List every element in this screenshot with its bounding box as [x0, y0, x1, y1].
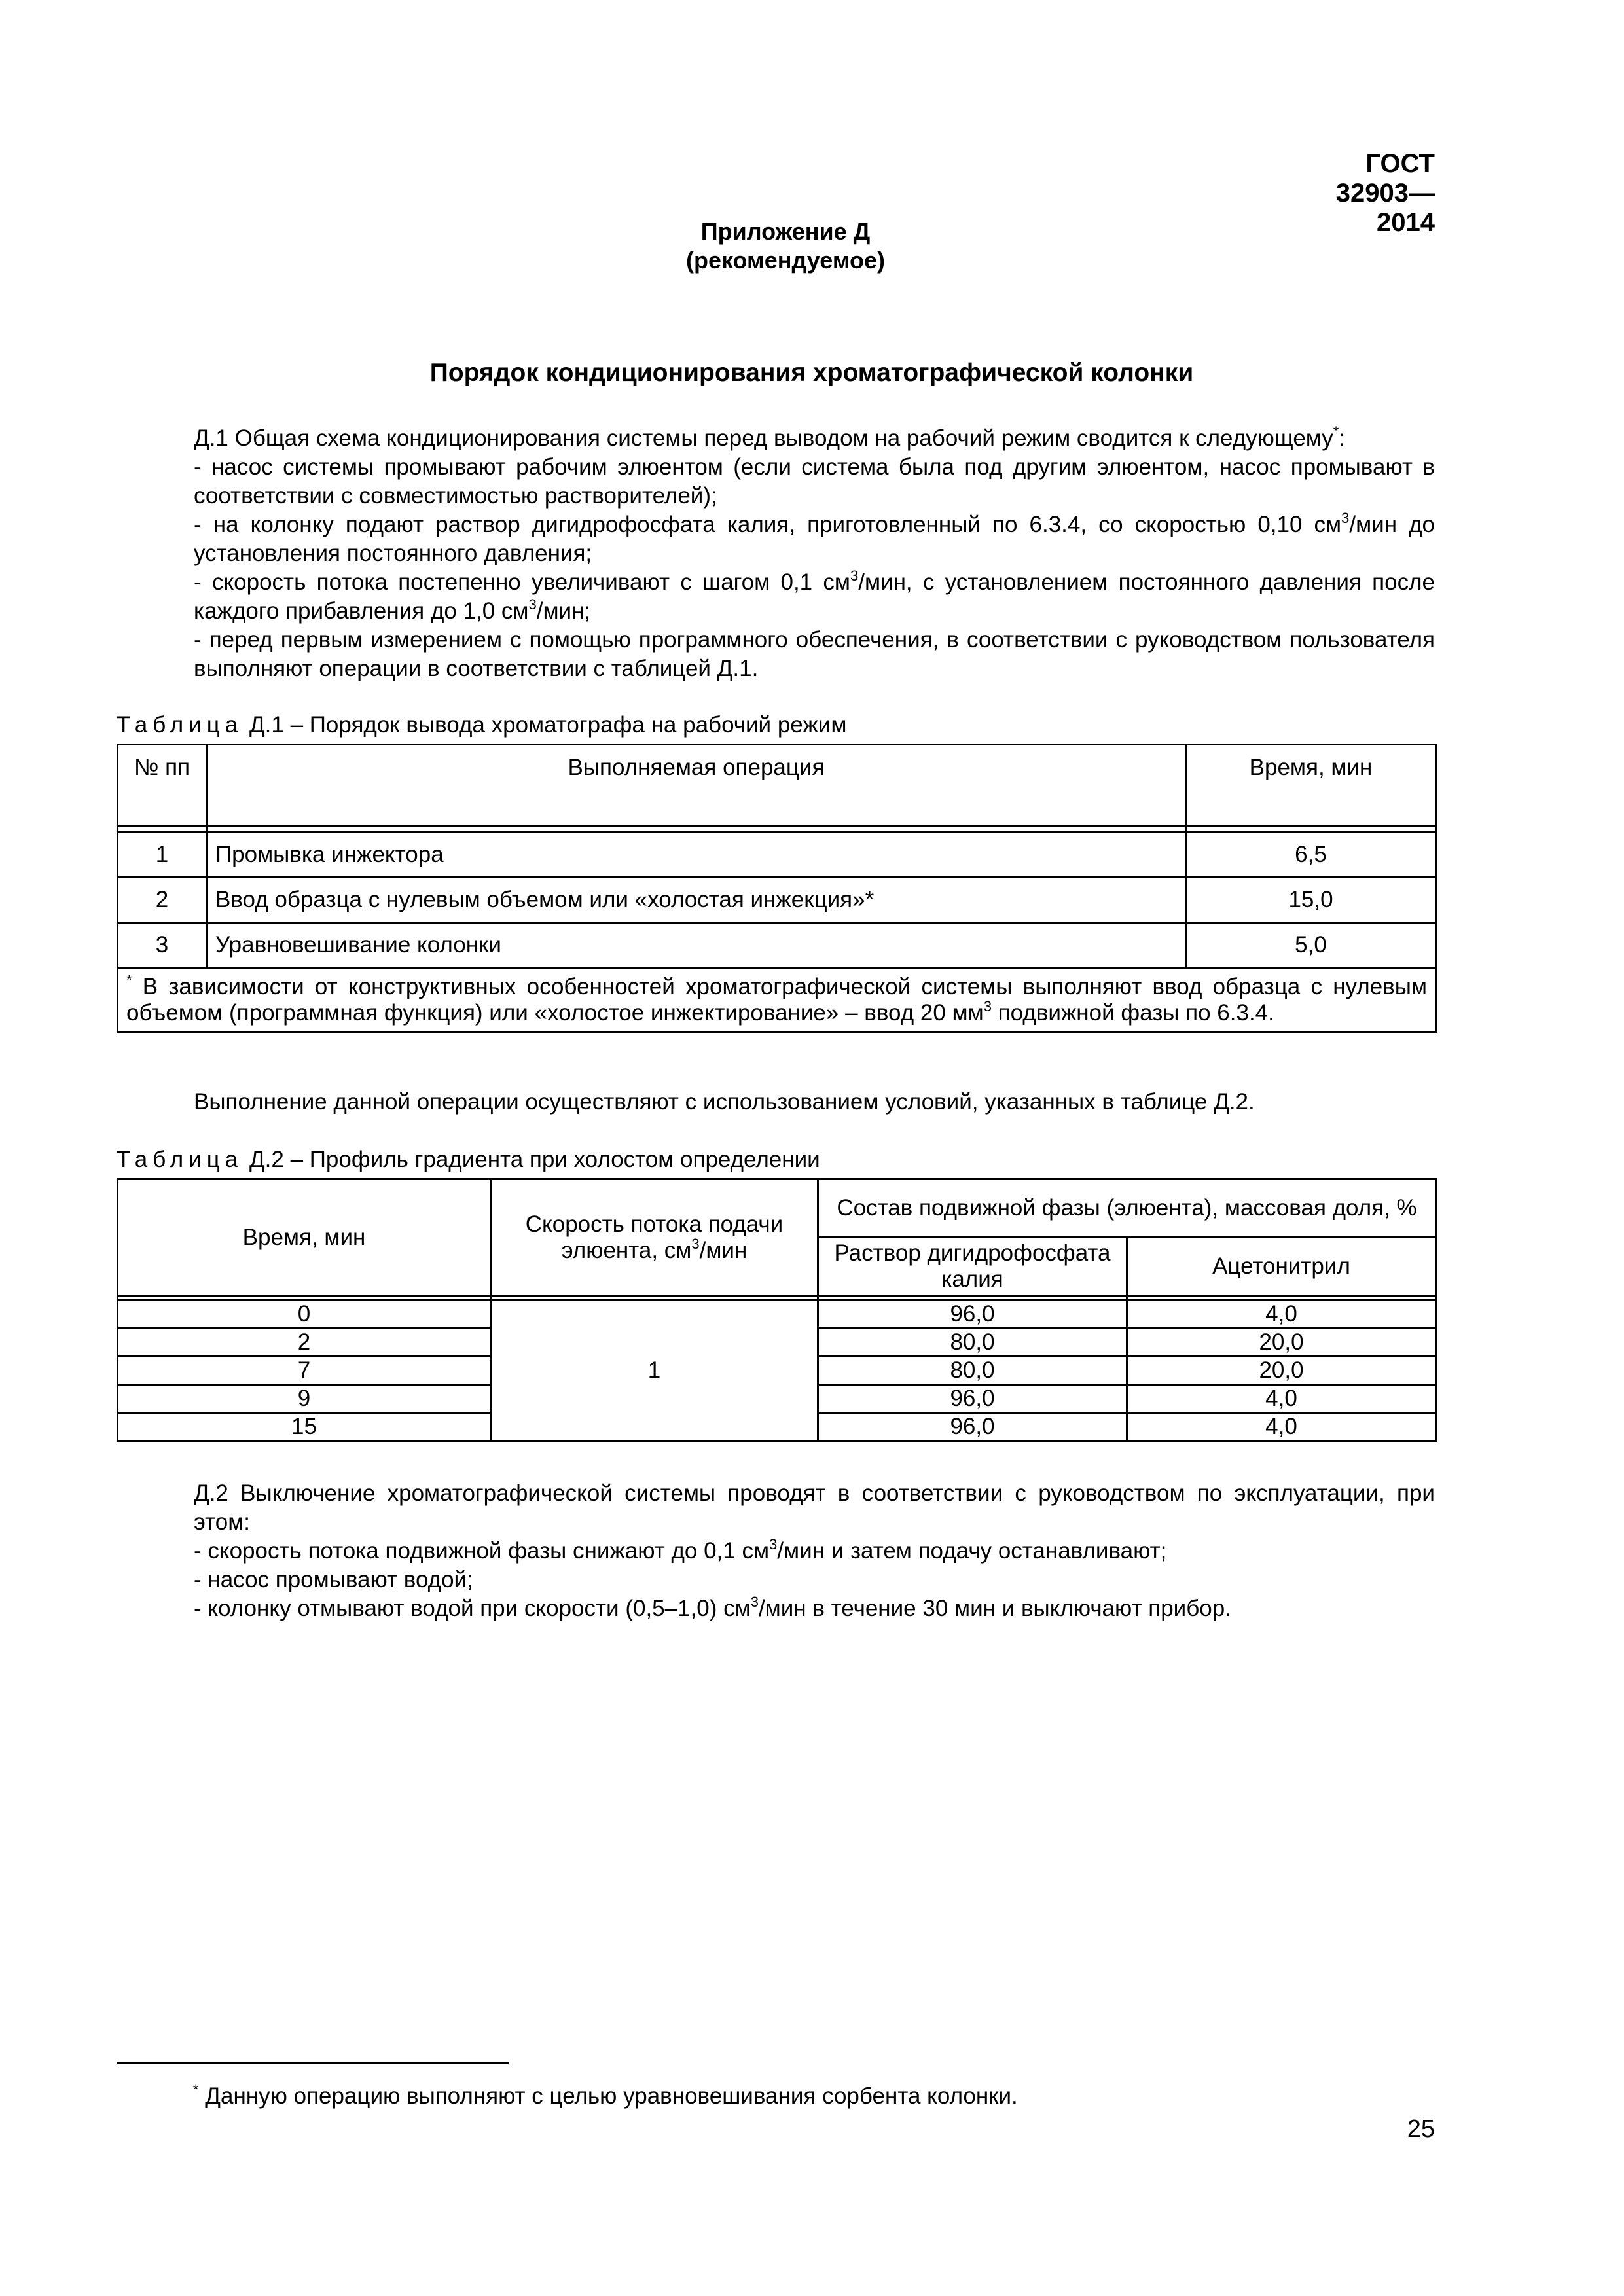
annex-status: (рекомендуемое) [686, 247, 885, 274]
annex-title: Приложение Д [700, 218, 871, 245]
cell-acetonitrile: 20,0 [1127, 1357, 1436, 1385]
cell-number: 2 [118, 878, 207, 923]
cell-time: 5,0 [1186, 923, 1436, 968]
table2-caption: Таблица Д.2 – Профиль градиента при холостом определении [117, 1147, 820, 1172]
section-title: Порядок кондиционирования хроматографической колонки [429, 359, 1194, 387]
clause-d1-item: - перед первым измерением с помощью программного обеспечения, в соответствии с руководством пользователя выполняют операции в соответствии с таблицей Д.1. [194, 627, 1435, 681]
table-row [118, 878, 1436, 923]
table-row [118, 1300, 1436, 1329]
table-header-row [118, 1179, 1436, 1237]
table1-caption: Таблица Д.1 – Порядок вывода хроматографа на рабочий режим [117, 712, 847, 738]
cell-operation: Ввод образца с нулевым объемом или «холостая инжекция»* [207, 878, 1186, 923]
footnote: * Данную операцию выполняют с целью уравновешивания сорбента колонки. [193, 2081, 1018, 2109]
standard-number: ГОСТ 32903—2014 [1335, 149, 1435, 237]
cell-time: 7 [118, 1357, 491, 1385]
clause-d2-item: - насос промывают водой; [194, 1567, 473, 1592]
cell-time: 15 [118, 1413, 491, 1441]
col-header-number: № пп [118, 745, 207, 827]
clause-d1 [117, 424, 1435, 683]
cell-acetonitrile: 4,0 [1127, 1413, 1436, 1441]
footnote-separator [117, 2062, 509, 2064]
clause-d1-item: - на колонку подают раствор дигидрофосфата калия, приготовленный по 6.3.4, со скоростью 0,10 $см^3$/мин до установления постоянного давления; [194, 510, 1435, 566]
cell-flow: 1 [491, 1300, 818, 1441]
cell-operation: Промывка инжектора [207, 833, 1186, 878]
cell-time: 0 [118, 1300, 491, 1329]
table-header-row [118, 745, 1436, 827]
col-header-operation: Выполняемая операция [207, 745, 1186, 827]
clause-d2-item: - скорость потока подвижной фазы снижают до 0,1 $см^3$/мин и затем подачу останавливают; [194, 1536, 1167, 1564]
cell-kh2po4: 80,0 [818, 1357, 1127, 1385]
clause-d2 [117, 1479, 1435, 1623]
cell-acetonitrile: 20,0 [1127, 1329, 1436, 1357]
cell-time: 2 [118, 1329, 491, 1357]
clause-d1-item: - насос системы промывают рабочим элюентом (если система была под другим элюентом, насос промывают в соответствии с совместимостью растворителей); [194, 454, 1435, 509]
cell-time: 6,5 [1186, 833, 1436, 878]
clause-d2-item: - колонку отмывают водой при скорости (0,5–1,0) $см^3$/мин в течение 30 мин и выключают прибор. [194, 1594, 1231, 1621]
col-header-composition: Состав подвижной фазы (элюента), массовая доля, % [818, 1179, 1436, 1237]
table-row [118, 833, 1436, 878]
col-header-time: Время, мин [1186, 745, 1436, 827]
cell-time: 9 [118, 1385, 491, 1413]
table-note: * В зависимости от конструктивных особенностей хроматографической системы выполняют ввод образца с нулевым объемом (программная функция) или «холостое инжектирование» – ввод 20 $мм^3$ подвижной фазы по 6.3.4. [118, 968, 1436, 1033]
clause-d1-item: - скорость потока постепенно увеличивают с шагом 0,1 $см^3$/мин, с установлением постоянного давления после каждого прибавления до 1,0 $см^3$/мин; [194, 567, 1435, 624]
col-header-kh2po4: Раствор дигидрофосфата калия [818, 1237, 1127, 1296]
cell-kh2po4: 96,0 [818, 1413, 1127, 1441]
table-d1 [117, 744, 1437, 1033]
between-text: Выполнение данной операции осуществляют с использованием условий, указанных в таблице Д.2. [194, 1089, 1255, 1115]
col-header-time: Время, мин [118, 1179, 491, 1296]
cell-number: 3 [118, 923, 207, 968]
page-number: 25 [1407, 2115, 1435, 2143]
cell-operation: Уравновешивание колонки [207, 923, 1186, 968]
cell-kh2po4: 80,0 [818, 1329, 1127, 1357]
col-header-flow: Скорость потока подачи элюента, $см^3$/мин [491, 1179, 818, 1296]
col-header-acetonitrile: Ацетонитрил [1127, 1237, 1436, 1296]
cell-kh2po4: 96,0 [818, 1300, 1127, 1329]
table-note-row [118, 968, 1436, 1033]
table-row [118, 923, 1436, 968]
clause-d2-intro: Д.2 Выключение хроматографической системы проводят в соответствии с руководством по эксплуатации, при этом: [194, 1480, 1435, 1535]
cell-acetonitrile: 4,0 [1127, 1385, 1436, 1413]
clause-d1-intro: Д.1 Общая схема кондиционирования системы перед выводом на рабочий режим сводится к следующему*: [194, 423, 1346, 451]
table-d2 [117, 1178, 1437, 1442]
cell-number: 1 [118, 833, 207, 878]
cell-acetonitrile: 4,0 [1127, 1300, 1436, 1329]
cell-time: 15,0 [1186, 878, 1436, 923]
cell-kh2po4: 96,0 [818, 1385, 1127, 1413]
